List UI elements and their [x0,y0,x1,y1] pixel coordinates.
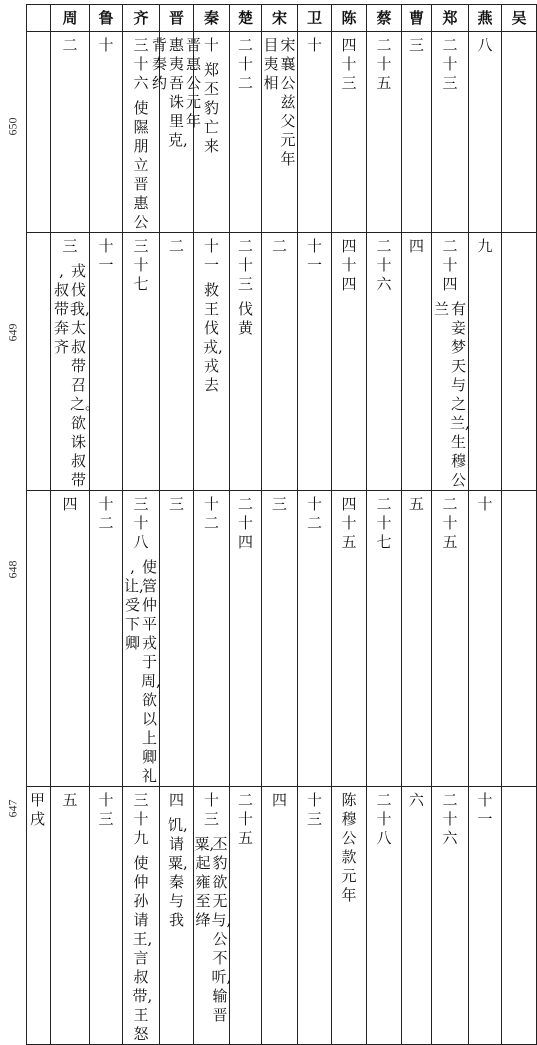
table-cell [469,787,502,1045]
cell-year-number: 二十五 [376,36,392,92]
cell-year-number: 四 [408,237,424,255]
table-cell [27,233,51,491]
table-cell [402,32,432,233]
table-cell [332,491,367,787]
table-cell [27,491,51,787]
table-cell [262,233,298,491]
cell-year-number: 四十三 [341,36,357,92]
table-cell [502,491,537,787]
header-cell-11: 曹 [402,5,432,32]
cell-year-number: 二 [168,237,184,255]
table-cell [332,233,367,491]
table-cell [90,32,123,233]
table-cell [402,491,432,787]
table-cell [469,491,502,787]
table-cell [432,491,469,787]
cell-note: 郑 丕 豹 亡 来 [203,61,219,155]
cell-year-number: 十二 [306,495,322,532]
header-cell-10: 蔡 [367,5,402,32]
cell-year-number: 三 [168,495,184,513]
cell-year-number: 三十七 [133,237,149,293]
cell-year-number: 十 [477,495,493,513]
cell-note: 晋 惠 公 元 年 [185,36,201,130]
cell-year-number: 五 [62,791,78,809]
cell-year-number: 二 [271,237,287,255]
cell-year-number: 十一 [477,791,493,828]
table-cell [90,233,123,491]
cell-note: 伐 黄 [237,300,253,337]
cell-year-number: 九 [477,237,493,255]
table-cell [51,233,101,491]
year-label-647: 647 [5,799,20,817]
header-cell-blank [27,5,51,32]
table-cell [402,787,432,1045]
table-cell [160,233,194,491]
table-cell [432,233,469,491]
cell-year-number: 八 [477,36,493,54]
cell-year-number: 四 [62,495,78,513]
cell-year-number: 十一 [203,237,219,274]
year-label-650: 650 [5,117,20,135]
cell-note: 背 秦 约 [151,36,167,92]
cell-year-number: 甲戌 [30,791,46,828]
header-cell-14: 吴 [502,5,537,32]
table-row [27,32,537,233]
table-cell [160,787,194,1045]
cell-note: 使 管 仲 平 戎 于 周, 欲 以 上 卿 礼 , 让, 受 下 卿 [124,558,161,785]
table-cell [123,787,160,1045]
cell-year-number: 十二 [98,495,114,532]
cell-year-number: 二十三 [237,237,253,293]
table-cell [502,233,537,491]
table-cell [262,32,298,233]
table-cell [123,491,160,787]
cell-note: 丕 豹 欲 无 与, 公 不 听, 输 晋 粟, 起 雍 至 绛 [194,835,232,1024]
table-cell [298,491,332,787]
cell-year-number: 三十六 [133,36,149,92]
table-row [27,233,537,491]
year-label-649: 649 [5,323,20,341]
header-cell-8: 卫 [298,5,332,32]
cell-year-number: 二十二 [237,36,253,92]
year-label-648: 648 [5,560,20,579]
table-cell [27,32,51,233]
table-cell [298,787,332,1045]
cell-year-number: 四 [271,791,287,809]
cell-note: 使 隰 朋 立 晋 惠 公 [133,99,149,231]
table-cell [367,32,402,233]
table-cell [367,787,402,1045]
cell-year-number: 二十五 [442,495,458,551]
cell-year-number: 六 [408,791,424,809]
header-cell-3: 齐 [123,5,160,32]
cell-year-number: 二十七 [376,495,392,551]
cell-note: 救 王 伐 戎, 戎 去 [203,281,223,394]
cell-year-number: 十 [306,36,322,54]
cell-year-number: 二十六 [376,237,392,293]
cell-note: 陈 穆 公 款 元 年 [341,791,357,904]
cell-year-number: 十一 [306,237,322,274]
table-cell [51,32,90,233]
cell-note: 戎 伐 我, 太 叔 带 召 之。 欲 诛 叔 带 , 叔 带 奔 齐 [53,262,101,489]
cell-year-number: 十三 [306,791,322,828]
table-cell [262,787,298,1045]
table-cell [194,787,230,1045]
cell-year-number: 二十四 [237,495,253,551]
cell-note: 有 妾 梦 天 与 之 兰, 生 穆 公 兰 [433,300,470,489]
table-cell [160,491,194,787]
table-cell [51,787,90,1045]
chronology-table [26,4,537,1045]
cell-year-number: 三十九 [133,791,149,847]
header-cell-12: 郑 [432,5,469,32]
cell-year-number: 十 [98,36,114,54]
table-cell [230,491,262,787]
table-cell [298,32,332,233]
table-cell [502,787,537,1045]
cell-year-number: 二十五 [237,791,253,847]
table-cell [230,787,262,1045]
cell-year-number: 二十八 [376,791,392,847]
table-cell [367,233,402,491]
table-cell [469,233,502,491]
table-cell [51,491,90,787]
cell-year-number: 三 [408,36,424,54]
table-cell [123,233,160,491]
header-cell-5: 秦 [194,5,230,32]
cell-year-number: 十 [203,36,219,54]
cell-year-number: 四十四 [341,237,357,293]
header-cell-1: 周 [51,5,90,32]
table-cell [262,491,298,787]
table-row [27,491,537,787]
table-cell [432,32,469,233]
header-cell-13: 燕 [469,5,502,32]
cell-note: 使 仲 孙 请 王, 言 叔 带, 王 怒 [132,854,153,1043]
table-cell [432,787,469,1045]
table-cell [298,233,332,491]
cell-year-number: 十二 [203,495,219,532]
cell-year-number: 十一 [98,237,114,274]
cell-year-number: 四 [168,791,184,809]
cell-year-number: 二十六 [442,791,458,847]
table-cell [27,787,51,1045]
table-cell [332,32,367,233]
cell-year-number: 三 [271,495,287,513]
table-cell [90,491,123,787]
cell-note: 惠 夷 吾 诛 里 克, [168,36,188,149]
cell-year-number: 四十五 [341,495,357,551]
header-cell-6: 楚 [230,5,262,32]
cell-year-number: 三 [62,237,78,255]
cell-year-number: 三十八 [133,495,149,551]
cell-year-number: 十三 [203,791,219,828]
header-row [27,5,537,32]
header-cell-7: 宋 [262,5,298,32]
table-cell [332,787,367,1045]
table-cell [194,491,230,787]
cell-year-number: 十三 [98,791,114,828]
table-cell [194,233,230,491]
header-cell-4: 晋 [160,5,194,32]
header-cell-2: 鲁 [90,5,123,32]
cell-note: 饥, 请 粟, 秦 与 我 [168,816,188,929]
header-cell-9: 陈 [332,5,367,32]
table-cell [402,233,432,491]
cell-year-number: 二 [62,36,78,54]
table-cell [469,32,502,233]
table-cell [367,491,402,787]
table-row [27,787,537,1045]
table-cell [230,233,262,491]
table-cell [230,32,262,233]
table-cell [151,32,201,233]
table-cell [502,32,537,233]
cell-year-number: 五 [408,495,424,513]
cell-note: 宋 襄 公 兹 父 元 年 [280,36,296,168]
cell-note: 目 夷 相 [263,36,279,92]
cell-year-number: 二十四 [442,237,458,293]
table-cell [90,787,123,1045]
cell-year-number: 二十三 [442,36,458,92]
